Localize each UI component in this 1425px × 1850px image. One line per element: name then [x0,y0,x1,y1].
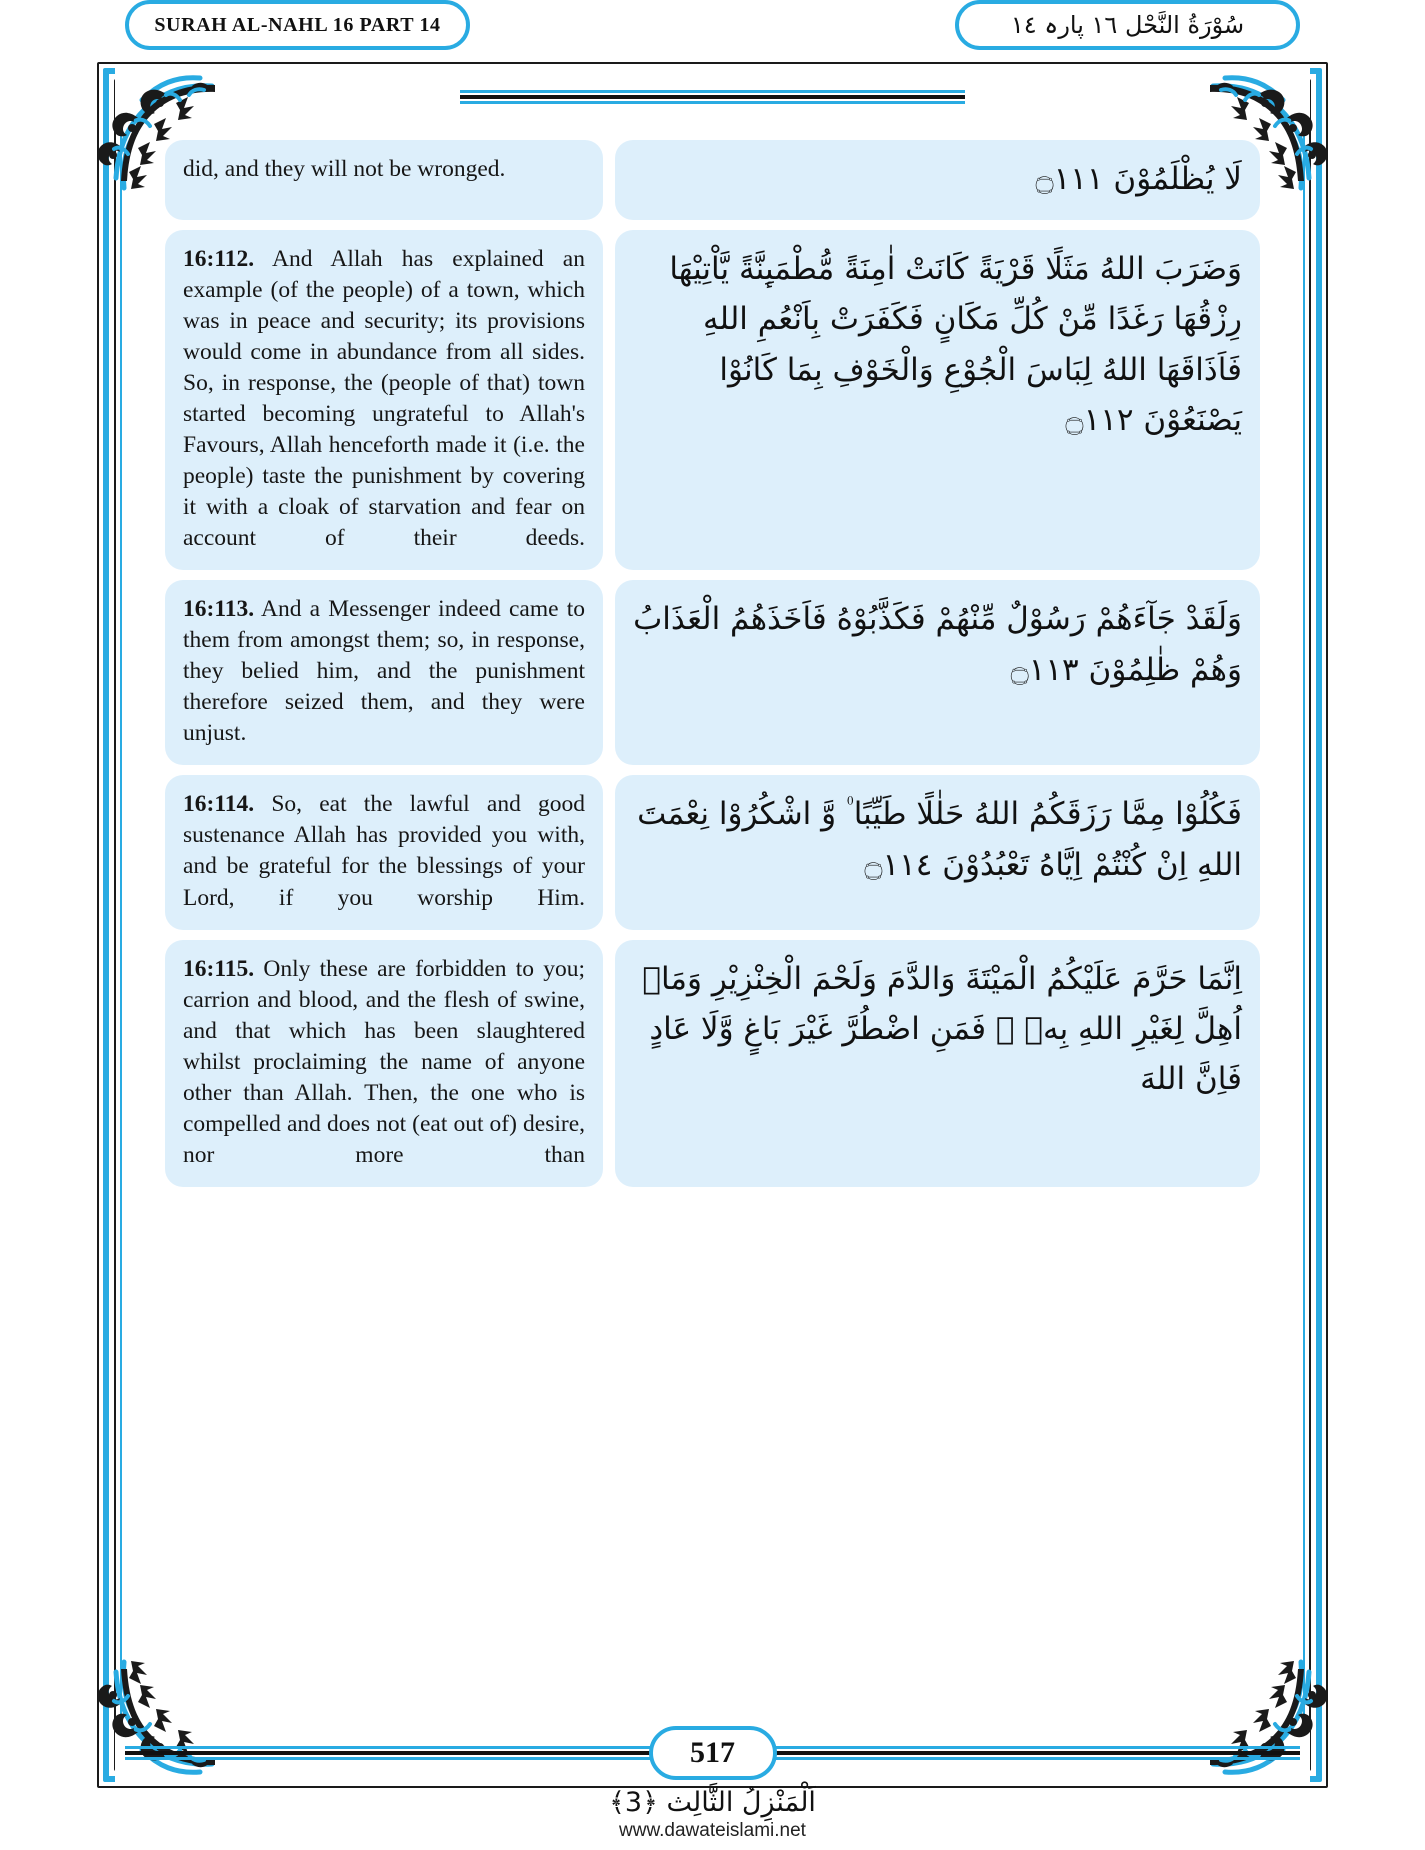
verse-english-text: And Allah has explained an example (of the people) of a town, which was in peace and security; its provisions would come in abundance from all sides. So, in response, the (people of that) town started becoming ungrateful to Allah's Favours, Allah henceforth made it (i.e. the people) taste the punishment by covering it with a cloak of starvation and fear on account of their deeds. [183,246,585,552]
surah-title-english: SURAH AL-NAHL 16 PART 14 [154,13,441,36]
page-number: 517 [690,1736,735,1769]
page-number-badge [649,1726,777,1780]
verse-number: 16:113. [183,596,255,623]
verse-arabic-text: فَكُلُوْا مِمَّا رَزَقَكُمُ اللهُ حَلٰلًا طَيِّبًا ۠ وَّ اشْكُرُوْا نِعْمَتَ اللهِ اِنْ كُنْتُمْ اِيَّاهُ تَعْبُدُوْنَ ۝١١٤ [637,796,1242,883]
floral-corner-ornament-icon [72,1652,222,1802]
verse-english-block[interactable] [165,580,603,765]
verse-english-text: So, eat the lawful and good sustenance Allah has provided you with, and be grateful for the blessings of your Lord, if you worship Him. [183,791,586,911]
surah-title-pill-arabic [955,0,1300,50]
verse-english-text: did, and they will not be wronged. [183,156,506,182]
verse-list [165,140,1260,1585]
verse-number: 16:112. [183,246,255,273]
verse-number: 16:115. [183,955,255,982]
verse-arabic-text: اِنَّمَا حَرَّمَ عَلَيْكُمُ الْمَيْتَةَ وَالدَّمَ وَلَحْمَ الْخِنْزِيْرِ وَمَاۤ اُهِلَّ لِغَيْرِ اللهِ بِهٖ ۚ فَمَنِ اضْطُرَّ غَيْرَ بَاغٍ وَّلَا عَادٍ فَاِنَّ اللهَ [642,960,1242,1097]
floral-corner-ornament-icon [1203,48,1353,198]
verse-arabic-block[interactable] [615,775,1260,929]
verse-arabic-block[interactable] [615,140,1260,220]
verse-arabic-block[interactable] [615,580,1260,765]
header-double-rule-connector [460,90,965,104]
verse-english-block[interactable] [165,140,603,220]
verse-row [165,230,1260,570]
verse-english-block[interactable] [165,775,603,929]
verse-row [165,580,1260,765]
surah-title-pill-english [125,0,470,50]
verse-english-text: And a Messenger indeed came to them from amongst them; so, in response, they belied him, and the punishment therefore seized them, and they were unjust. [183,596,585,747]
verse-arabic-block[interactable] [615,230,1260,570]
manzil-label [0,1787,1425,1818]
verse-number: 16:114. [183,791,255,818]
verse-row [165,940,1260,1187]
verse-row [165,140,1260,220]
surah-title-arabic: سُوْرَةُ النَّحْل ١٦ پارہ ١٤ [1010,11,1245,39]
website-url-text: www.dawateislami.net [619,1820,806,1841]
floral-corner-ornament-icon [1203,1652,1353,1802]
verse-arabic-text: وَضَرَبَ اللهُ مَثَلًا قَرْيَةً كَانَتْ اٰمِنَةً مُّطْمَىِٕنَّةً يَّاْتِيْهَا رِزْقُهَا رَغَدًا مِّنْ كُلِّ مَكَانٍ فَكَفَرَتْ بِاَنْعُمِ اللهِ فَاَذَاقَهَا اللهُ لِبَاسَ الْجُوْعِ وَالْخَوْفِ بِمَا كَانُوْا يَصْنَعُوْنَ ۝١١٢ [669,251,1242,438]
manzil-text: اَلْمَنْزِلُ الثَّالِث ﴿3﴾ [609,1787,816,1818]
floral-corner-ornament-icon [72,48,222,198]
verse-english-block[interactable] [165,230,603,570]
verse-arabic-block[interactable] [615,940,1260,1187]
verse-row [165,775,1260,929]
verse-english-block[interactable] [165,940,603,1187]
verse-arabic-text: وَلَقَدْ جَآءَهُمْ رَسُوْلٌ مِّنْهُمْ فَكَذَّبُوْهُ فَاَخَذَهُمُ الْعَذَابُ وَهُمْ ظٰلِمُوْنَ ۝١١٣ [633,601,1242,688]
website-url [0,1820,1425,1842]
verse-english-text: Only these are forbidden to you; carrion and blood, and the flesh of swine, and that which has been slaughtered whilst proclaiming the name of anyone other than Allah. Then, the one who is compelled and does not (eat out of) desire, nor more than [183,955,586,1168]
verse-arabic-text: لَا يُظْلَمُوْنَ ۝١١١ [1035,161,1242,197]
